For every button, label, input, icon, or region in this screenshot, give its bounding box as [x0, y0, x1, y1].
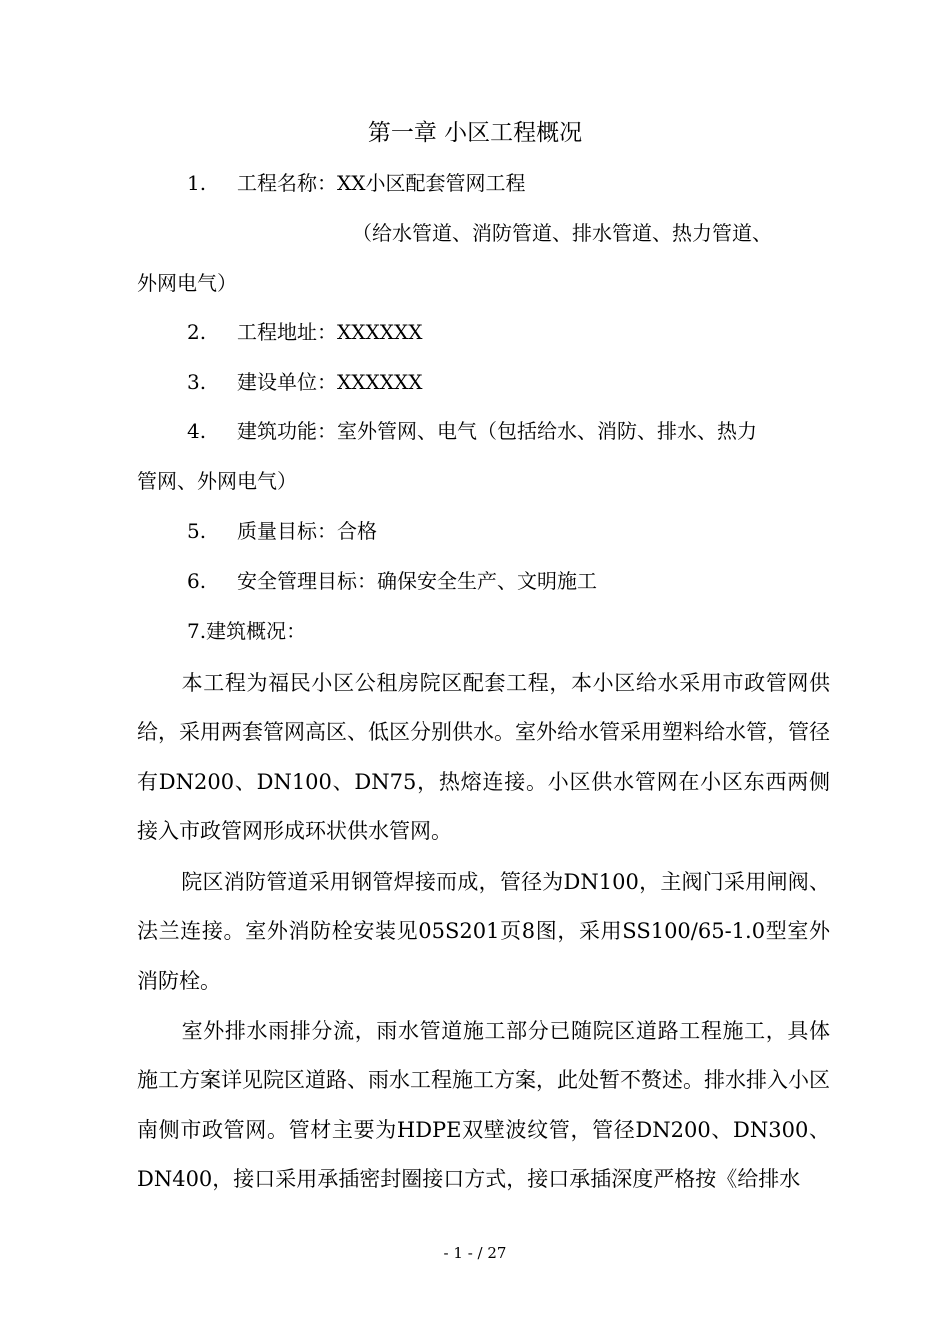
paragraph-water-supply	[137, 659, 830, 856]
item-number: 1.	[187, 171, 207, 195]
project-scope-continuation: 外网电气）	[137, 271, 237, 295]
paragraph-text: 室外排水雨排分流，雨水管道施工部分已随院区道路工程施工，具体施工方案详见院区道路、雨水工程施工方案，此处暂不赘述。排水排入小区南侧市政管网。管材主要为HDPE双壁波纹管，管径DN200、DN300、DN400，接口采用承插密封圈接口方式，接口承插深度严格按《给排水	[137, 1019, 830, 1191]
paragraph-text: 本工程为福民小区公租房院区配套工程，本小区给水采用市政管网供给，采用两套管网高区、低区分别供水。室外给水管采用塑料给水管，管径有DN200、DN100、DN75，热熔连接。小区供水管网在小区东西两侧接入市政管网形成环状供水管网。	[137, 671, 830, 843]
project-scope-line: （给水管道、消防管道、排水管道、热力管道、	[352, 221, 772, 245]
building-function-continuation: 管网、外网电气）	[137, 469, 297, 493]
building-overview-heading: 7.建筑概况：	[187, 619, 307, 643]
quality-target-line: 质量目标：合格	[237, 519, 377, 543]
page-number: - 1 - / 27	[443, 1244, 507, 1262]
item-number: 4.	[187, 419, 207, 443]
project-address-line: 工程地址：XXXXXX	[237, 320, 423, 344]
item-number: 2.	[187, 320, 207, 344]
paragraph-fire-protection	[137, 858, 830, 1006]
chapter-title: 第一章 小区工程概况	[367, 120, 583, 146]
paragraph-drainage	[137, 1007, 830, 1204]
item-number: 3.	[187, 370, 207, 394]
item-number: 5.	[187, 519, 207, 543]
construction-unit-line: 建设单位：XXXXXX	[237, 370, 423, 394]
project-name-line: 工程名称：XX小区配套管网工程	[237, 171, 526, 195]
safety-target-line: 安全管理目标：确保安全生产、文明施工	[237, 569, 597, 593]
building-function-line: 建筑功能：室外管网、电气（包括给水、消防、排水、热力	[237, 419, 757, 443]
paragraph-text: 院区消防管道采用钢管焊接而成，管径为DN100，主阀门采用闸阀、法兰连接。室外消防栓安装见05S201页8图，采用SS100/65-1.0型室外消防栓。	[137, 870, 830, 993]
item-number: 6.	[187, 569, 207, 593]
